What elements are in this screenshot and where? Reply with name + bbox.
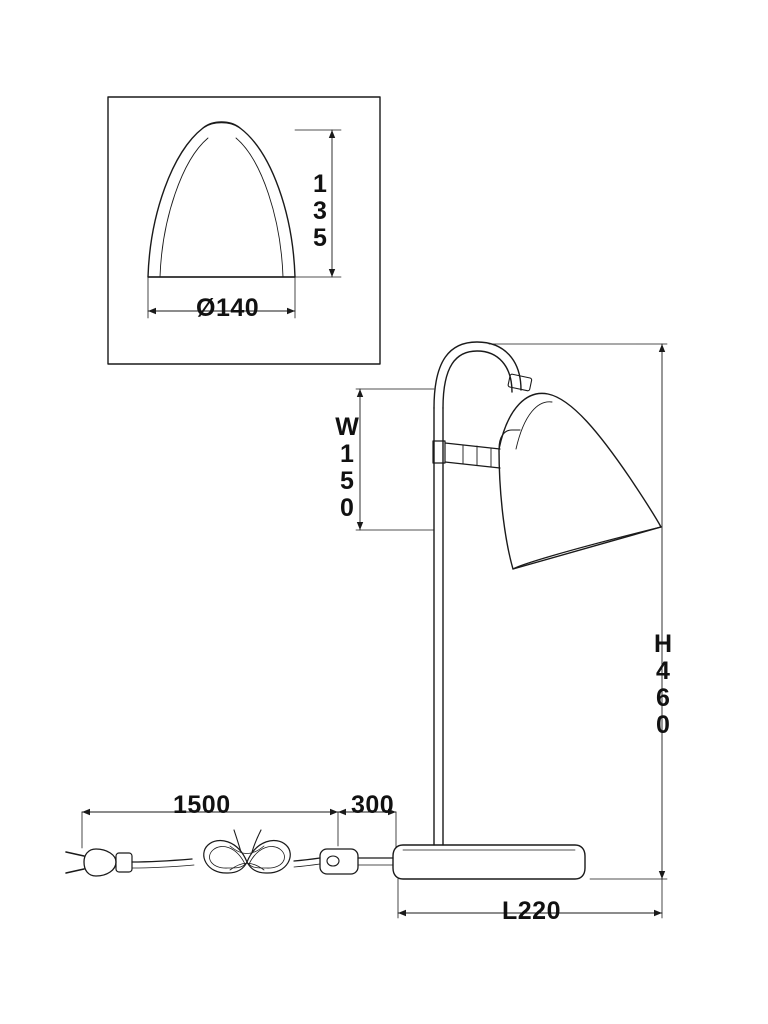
dimension-label-switch-to-base: 300	[351, 791, 395, 819]
arrow-l220-right	[654, 910, 662, 916]
dimension-label-cord-length: 1500	[173, 791, 231, 819]
dimension-label-arm-width: W150	[333, 413, 361, 521]
arrow-140-right	[287, 308, 295, 314]
lamp-shade-outline	[499, 393, 661, 569]
detail-shade-inner	[160, 138, 208, 277]
cord-cable-left-2	[132, 865, 194, 868]
arrow-w150-top	[357, 389, 363, 397]
lamp-shade-crease	[516, 402, 552, 449]
arrow-h460-bottom	[659, 871, 665, 879]
cord-coil-tail-up-1	[234, 830, 241, 852]
cord-coil-cross-2	[230, 863, 264, 870]
cord-plug-collar	[116, 853, 132, 872]
detail-frame	[108, 97, 380, 364]
arrow-135-bottom	[329, 269, 335, 277]
cord-coil-tail-up-2	[252, 830, 261, 852]
arrow-135-top	[329, 130, 335, 138]
cord-cable-mid-2	[294, 864, 320, 867]
cord-plug-body	[84, 849, 116, 876]
cord-coil-cross	[230, 846, 264, 854]
lamp-joint-bar-top	[445, 443, 500, 449]
cord-switch-button	[327, 856, 339, 866]
cord-plug-pin-1	[66, 852, 84, 856]
lamp-arm-inner	[443, 351, 512, 408]
arrow-w150-bottom	[357, 522, 363, 530]
arrow-1500-left	[82, 809, 90, 815]
arrow-h460-top	[659, 344, 665, 352]
arrow-140-left	[148, 308, 156, 314]
cord-plug-pin-2	[66, 869, 84, 873]
dimension-label-shade-height: 135	[306, 170, 334, 251]
arrow-300-left	[338, 809, 346, 815]
arrow-1500-right	[330, 809, 338, 815]
cord-cable-left	[132, 859, 192, 862]
detail-shade-top	[203, 123, 240, 128]
dimension-label-total-height: H460	[649, 630, 677, 738]
detail-shade-outline	[148, 122, 295, 277]
lamp-joint-bar-bottom	[445, 462, 500, 468]
cord-cable-mid	[294, 858, 320, 861]
dimension-label-shade-diameter: Ø140	[196, 294, 260, 322]
arrow-l220-left	[398, 910, 406, 916]
dimension-label-base-length: L220	[502, 897, 561, 925]
detail-shade-inner-2	[236, 138, 283, 277]
